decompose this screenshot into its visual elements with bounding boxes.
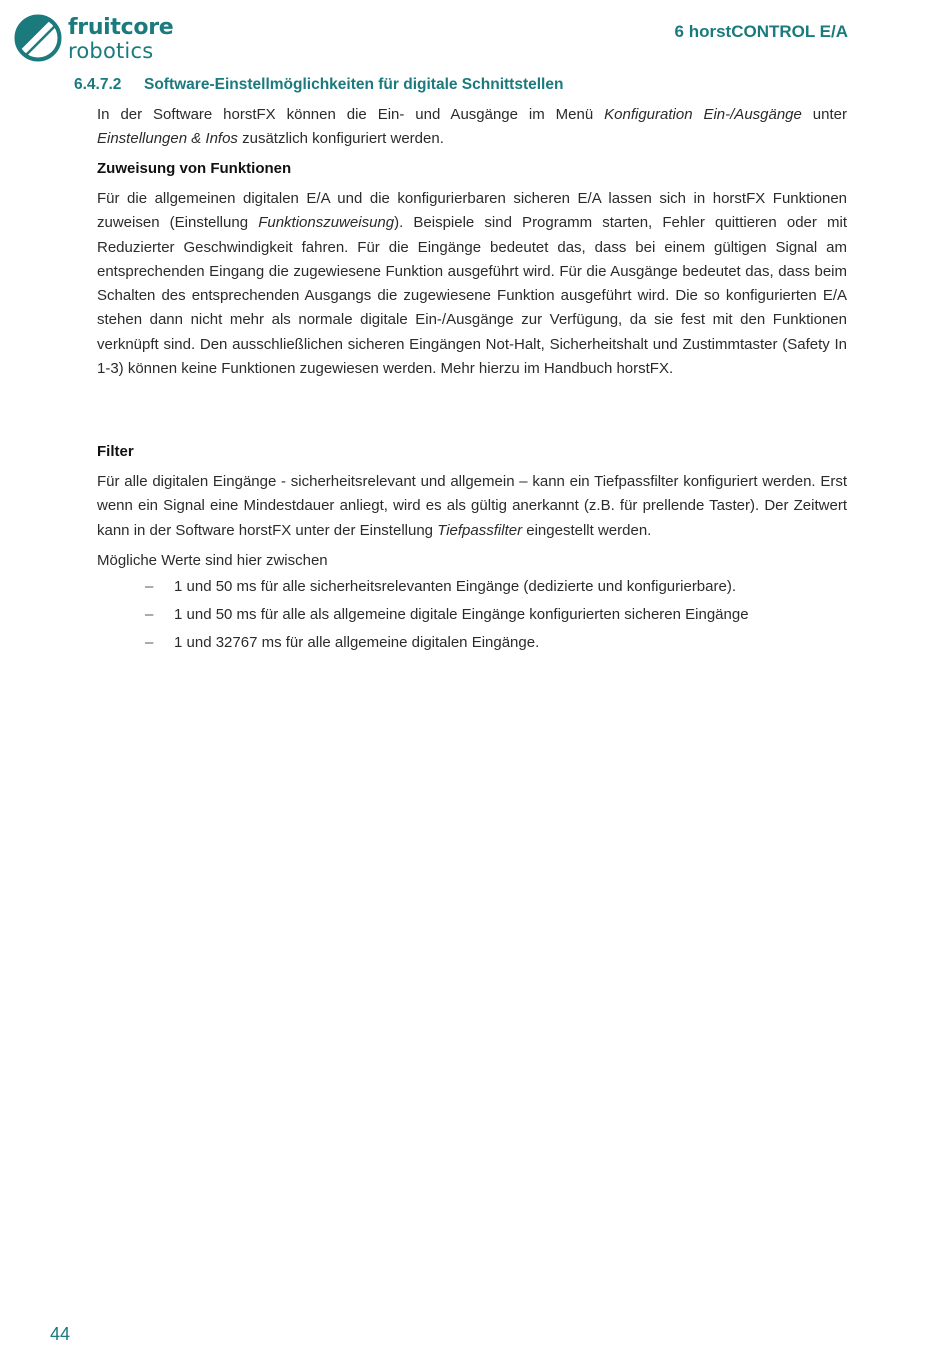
values-intro: Mögliche Werte sind hier zwischen — [97, 551, 328, 569]
intro-paragraph: In der Software horstFX können die Ein- und Ausgänge im Menü Konfiguration Ein-/Ausgänge unter Einstellungen & Infos zusätzlich konfiguriert werden. — [97, 106, 847, 148]
assignment-heading: Zuweisung von Funktionen — [97, 160, 292, 177]
list-item: – 1 und 50 ms für alle sicherheitsrelevanten Eingänge (dedizierte und konfigurierbare). — [145, 573, 865, 601]
values-list — [145, 573, 865, 657]
list-item: – 1 und 32767 ms für alle allgemeine digitalen Eingänge. — [145, 629, 865, 657]
section-number: 6.4.7.2 — [74, 76, 122, 93]
list-item: – 1 und 50 ms für alle als allgemeine digitale Eingänge konfigurierten sicheren Eingänge — [145, 601, 865, 629]
logo-text-robotics: robotics — [68, 39, 154, 63]
dash-bullet: – — [145, 606, 154, 623]
filter-setting-name: Tiefpassfilter — [437, 521, 523, 539]
dash-bullet: – — [145, 578, 154, 595]
setting-name: Funktionszuweisung — [258, 214, 395, 232]
section-heading — [74, 76, 563, 94]
menu-name: Konfiguration Ein-/Ausgänge — [604, 106, 802, 123]
assignment-block — [97, 157, 847, 381]
filter-heading: Filter — [97, 443, 134, 460]
filter-paragraph: Für alle digitalen Eingänge - sicherheitsrelevant und allgemein – kann ein Tiefpassfilter konfiguriert werden. Erst wenn ein Signal eine Mindestdauer anliegt, wird es als gültig anerkannt (z.B. für prellende Taster). Der Zeitwert kann in der Software horstFX unter der Einstellung Tiefpassfilter eingestellt werden. — [97, 473, 847, 539]
page-number: 44 — [50, 1324, 71, 1344]
section-title: Software-Einstellmöglichkeiten für digitale Schnittstellen — [144, 76, 564, 93]
assignment-paragraph: Für die allgemeinen digitalen E/A und die konfigurierbaren sicheren E/A lassen sich in horstFX Funktionen zuweisen (Einstellung Funktionszuweisung). Beispiele sind Programm starten, Fehler quittieren oder mit Reduzierter Geschwindigkeit fahren. Für die Eingänge bedeutet das, dass bei einem gültigen Signal am entsprechenden Eingang die zugewiesene Funktion ausgeführt wird. Für die Ausgänge bedeutet das, dass beim Schalten des entsprechenden Ausgangs die zugewiesene Funktion ausgeführt wird. Die so konfigurierten E/A stehen dann nicht mehr als normale digitale Ein-/Ausgänge zur Verfügung, da sie fest mit den Funktionen verknüpft sind. Den ausschließlichen sicheren Eingängen Not-Halt, Sicherheitshalt und Zustimmtaster (Safety In 1-3) können keine Funktionen zugewiesen werden. Mehr hierzu im Handbuch horstFX. — [97, 190, 848, 378]
logo-text-fruitcore: fruitcore — [68, 15, 174, 40]
company-logo — [14, 14, 184, 66]
fruitcore-logo-icon — [14, 14, 62, 62]
chapter-title: 6 horstCONTROL E/A — [674, 22, 848, 41]
dash-bullet: – — [145, 634, 154, 651]
intro-block — [97, 103, 847, 152]
filter-block — [97, 440, 847, 573]
submenu-name: Einstellungen & Infos — [97, 130, 238, 148]
